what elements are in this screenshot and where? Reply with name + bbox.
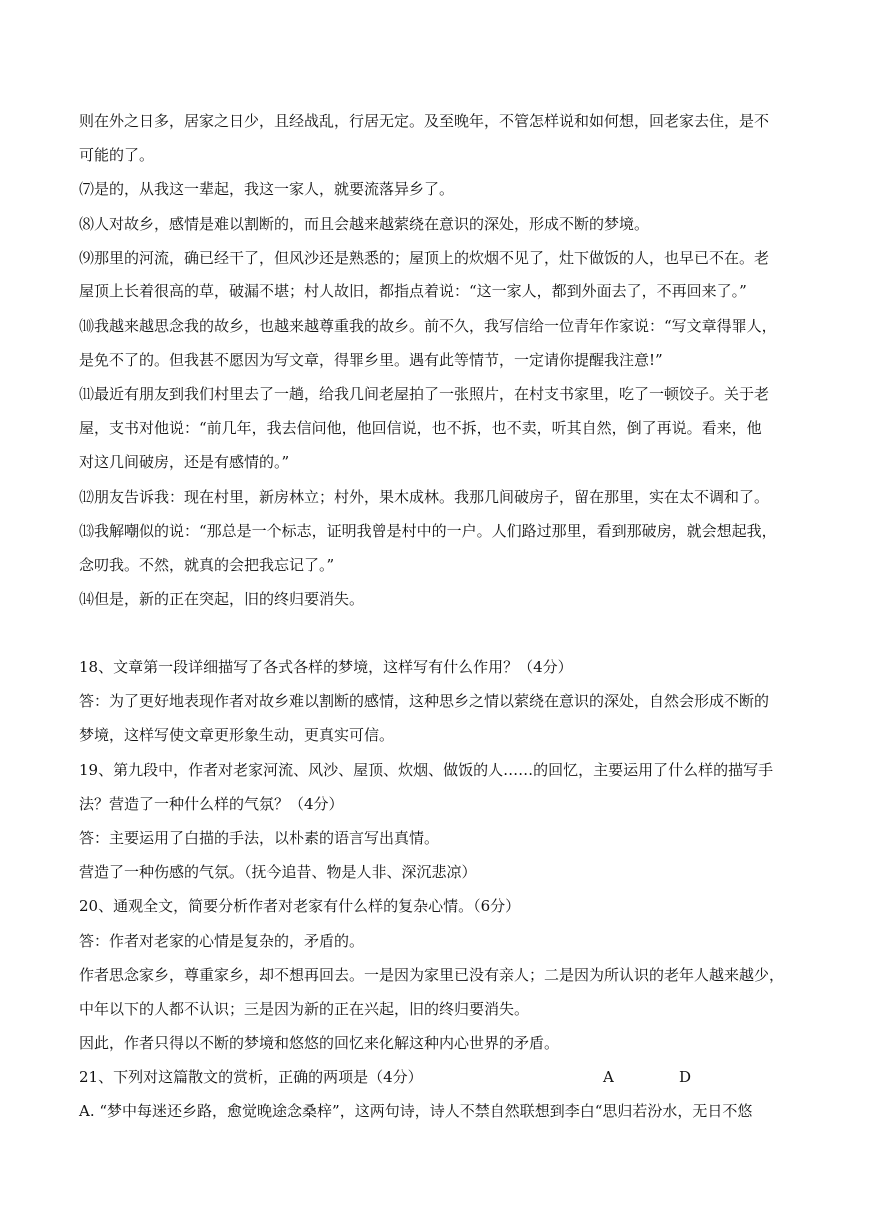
question-20: 20、通观全文，简要分析作者对老家有什么样的复杂心情。（6分）: [79, 897, 521, 915]
answer-line: 梦境，这样写使文章更形象生动，更真实可信。: [79, 726, 395, 744]
text-line: ⑾最近有朋友到我们村里去了一趟，给我几间老屋拍了一张照片，在村支书家里，吃了一顿饺子。关于老: [79, 385, 770, 403]
text-line: ⑺是的，从我这一辈起，我这一家人，就要流落异乡了。: [79, 180, 455, 198]
answer-key-a: A: [603, 1068, 614, 1086]
text-line: 屋，支书对他说：“前几年，我去信问他，他回信说，也不拆，也不卖，听其自然，倒了再说。看来，他: [79, 419, 762, 437]
text-line: ⑽我越来越思念我的故乡，也越来越尊重我的故乡。前不久，我写信给一位青年作家说：“写文章得罪人，: [79, 317, 777, 335]
answer-line: 营造了一种伤感的气氛。（抚今追昔、物是人非、深沉悲凉）: [79, 863, 477, 881]
text-line: ⒀我解嘲似的说：“那总是一个标志，证明我曾是村中的一户。人们路过那里，看到那破房，就会想起我，: [79, 522, 777, 540]
text-line: 是免不了的。但我甚不愿因为写文章，得罪乡里。遇有此等情节，一定请你提醒我注意!”: [79, 351, 663, 369]
text-line: 对这几间破房，还是有感情的。”: [79, 453, 290, 471]
answer-line: 答：作者对老家的心情是复杂的，矛盾的。: [79, 932, 365, 950]
text-line: ⑻人对故乡，感情是难以割断的，而且会越来越萦绕在意识的深处，形成不断的梦境。: [79, 215, 650, 233]
answer-line: 作者思念家乡，尊重家乡，却不想再回去。一是因为家里已没有亲人；二是因为所认识的老年人越来越少，: [79, 966, 785, 984]
text-line: 则在外之日多，居家之日少，且经战乱，行居无定。及至晚年，不管怎样说和如何想，回老家去住，是不: [79, 112, 770, 130]
answer-line: 中年以下的人都不认识；三是因为新的正在兴起，旧的终归要消失。: [79, 1000, 530, 1018]
text-line: ⑼那里的河流，确已经干了，但风沙还是熟悉的；屋顶上的炊烟不见了，灶下做饭的人，也早已不在。老: [79, 249, 770, 267]
text-line: 念叨我。不然，就真的会把我忘记了。”: [79, 556, 335, 574]
option-a: A. “梦中每迷还乡路，愈觉晚途念桑梓”，这两句诗，诗人不禁自然联想到李白“思归若汾水，无日不悠: [79, 1102, 753, 1120]
question-19: 19、第九段中，作者对老家河流、风沙、屋顶、炊烟、做饭的人……的回忆，主要运用了什么样的描写手: [79, 761, 774, 779]
text-line: 屋顶上长着很高的草，破漏不堪；村人故旧，都指点着说：“这一家人，都到外面去了，不再回来了。”: [79, 282, 747, 300]
text-line: ⒁但是，新的正在突起，旧的终归要消失。: [79, 590, 365, 608]
text-line: ⑿朋友告诉我：现在村里，新房林立；村外，果木成林。我那几间破房子，留在那里，实在太不调和了。: [79, 488, 770, 506]
answer-key-d: D: [679, 1068, 692, 1086]
answer-line: 答：为了更好地表现作者对故乡难以割断的感情，这种思乡之情以萦绕在意识的深处，自然会形成不断的: [79, 692, 770, 710]
question-18: 18、文章第一段详细描写了各式各样的梦境，这样写有什么作用？（4分）: [79, 658, 573, 676]
text-line: 可能的了。: [79, 146, 155, 164]
answer-line: 答：主要运用了白描的手法，以朴素的语言写出真情。: [79, 829, 440, 847]
question-21: 21、下列对这篇散文的赏析，正确的两项是（4分）: [79, 1068, 423, 1086]
question-19-cont: 法？营造了一种什么样的气氛？（4分）: [79, 795, 344, 813]
answer-line: 因此，作者只得以不断的梦境和悠悠的回忆来化解这种内心世界的矛盾。: [79, 1034, 560, 1052]
